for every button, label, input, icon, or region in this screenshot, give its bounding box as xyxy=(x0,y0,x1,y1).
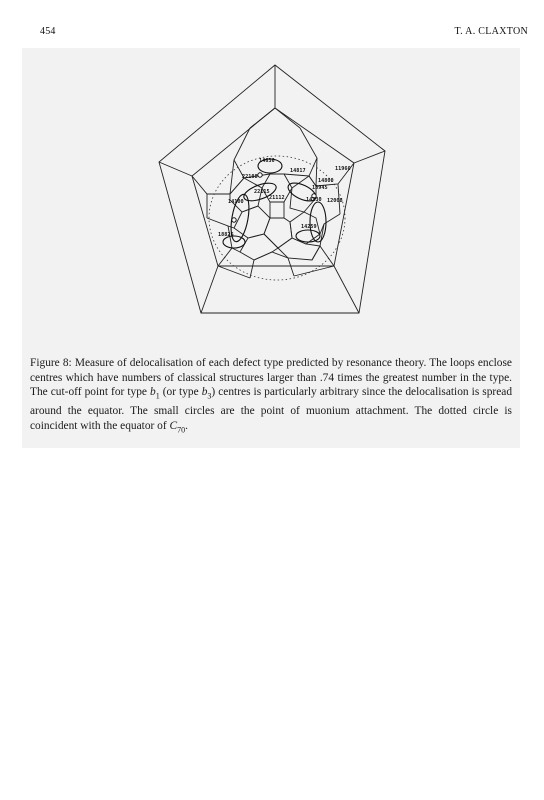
figure-panel xyxy=(22,48,520,448)
figure-label: 14230 xyxy=(306,197,322,203)
caption-symbol-b1-sub: 1 xyxy=(155,391,160,401)
page-number: 454 xyxy=(40,26,56,37)
figure-label: 18945 xyxy=(312,185,328,191)
running-author: T. A. CLAXTON xyxy=(454,26,528,37)
figure-label: 14636 xyxy=(259,158,275,164)
outer-pentagon xyxy=(159,65,385,313)
figure-label: 14259 xyxy=(301,224,317,230)
figure-label: 12008 xyxy=(327,198,343,204)
caption-symbol-b3-sub: 3 xyxy=(207,391,212,401)
caption-text: (or type xyxy=(159,386,202,399)
figure-label: 11966 xyxy=(335,166,351,172)
caption-text: . xyxy=(185,419,188,432)
muonium-point xyxy=(232,218,236,222)
second-pentagon-ring xyxy=(192,108,354,266)
caption-text: Measure of delocalisation of each defect type predicted by resonance theory. The loops enclose centres which have numbers of classical structures larger than .74 times the greatest number in the type. The cut-off point for type xyxy=(30,357,512,399)
figure-label: 22108 xyxy=(242,174,258,180)
caption-symbol-c70: C xyxy=(169,419,178,432)
figure-caption xyxy=(30,356,512,438)
caption-text: ) centres is particularly arbitrary since the delocalisation is spread around the equator. The small circles are the point of muonium attachment. The dotted circle is coincident with the equator of xyxy=(30,386,513,432)
caption-symbol-b3: b xyxy=(201,386,208,399)
figure-label: 21112 xyxy=(269,195,285,201)
fullerene-schlegel-diagram xyxy=(22,48,520,348)
caption-lead: Figure 8: xyxy=(30,357,72,369)
delocalisation-loop xyxy=(296,230,320,242)
caption-symbol-b1: b xyxy=(150,386,156,399)
figure-label: 14817 xyxy=(290,168,306,174)
figure-label: 18826 xyxy=(218,232,234,238)
figure-label: 14800 xyxy=(318,178,334,184)
figure-label: 22115 xyxy=(254,189,270,195)
figure-label: 14100 xyxy=(228,199,244,205)
caption-symbol-c70-sub: 70 xyxy=(177,424,186,434)
muonium-point xyxy=(258,173,262,177)
delocalisation-loop xyxy=(310,202,326,242)
